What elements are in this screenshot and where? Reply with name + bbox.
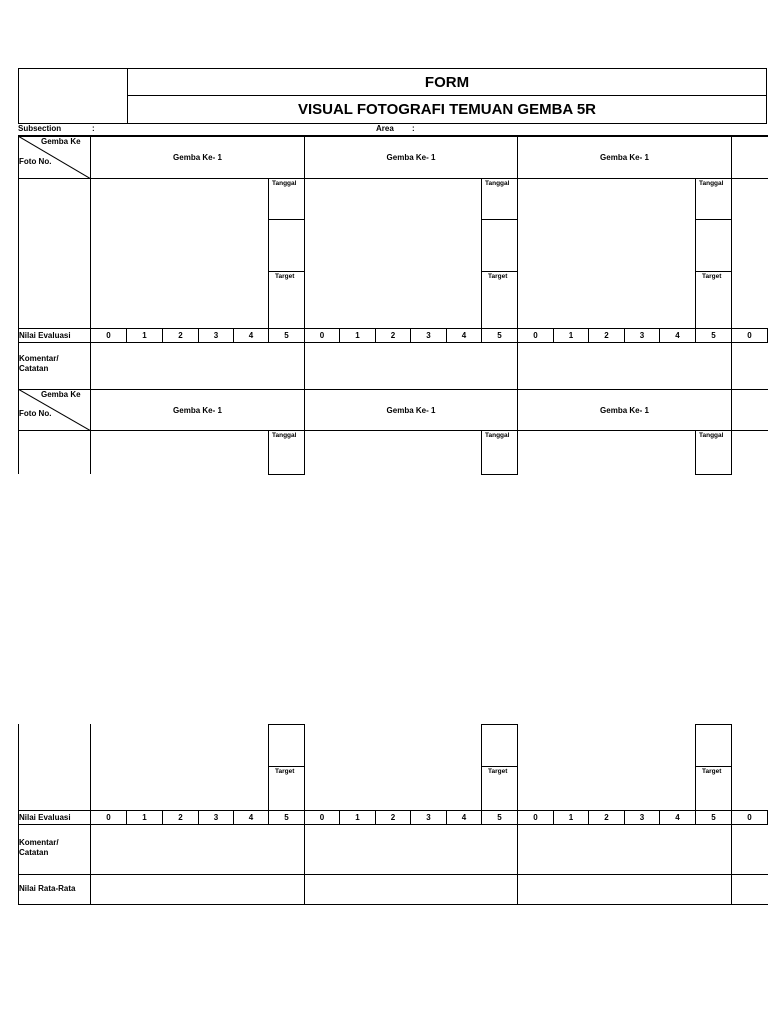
score-cell bbox=[90, 810, 127, 825]
tanggal-label: Tanggal bbox=[272, 432, 297, 439]
subsection-colon: : bbox=[92, 124, 95, 133]
tanggal-box-3 bbox=[695, 178, 732, 220]
score-value: 0 bbox=[319, 813, 325, 822]
nilai-evaluasi-label: Nilai Evaluasi bbox=[19, 331, 71, 340]
nilai-rata-rata-label: Nilai Rata-Rata bbox=[19, 884, 76, 893]
cell-border bbox=[517, 430, 518, 474]
score-cell bbox=[304, 328, 340, 343]
page-title: VISUAL FOTOGRAFI TEMUAN GEMBA 5R bbox=[297, 101, 597, 118]
spacer-box-2 bbox=[481, 219, 518, 272]
gemba-column-header-3 bbox=[517, 136, 732, 179]
rata-rata-cell bbox=[304, 874, 518, 905]
score-cell bbox=[375, 328, 411, 343]
score-value: 3 bbox=[426, 331, 431, 340]
score-cell bbox=[588, 810, 625, 825]
score-value: 3 bbox=[213, 331, 219, 340]
form-label: FORM bbox=[424, 73, 470, 91]
score-cell bbox=[553, 810, 589, 825]
gemba-column-header-3 bbox=[517, 389, 732, 431]
komentar-label-line1: Komentar/ bbox=[19, 354, 59, 363]
spacer-box-3 bbox=[695, 724, 732, 767]
nilai-evaluasi-label-cell bbox=[18, 810, 91, 825]
score-value: 3 bbox=[213, 813, 219, 822]
photo-cell-3 bbox=[517, 178, 696, 329]
score-cell bbox=[695, 810, 732, 825]
score-cell bbox=[517, 328, 554, 343]
score-cell bbox=[162, 810, 199, 825]
score-value: 5 bbox=[497, 813, 502, 822]
tanggal-box-3 bbox=[695, 430, 732, 475]
tanggal-box-1 bbox=[268, 178, 305, 220]
score-cell bbox=[659, 810, 696, 825]
score-value: 4 bbox=[248, 813, 254, 822]
gemba-ke-label: Gemba Ke bbox=[41, 390, 81, 399]
komentar-label-cell bbox=[18, 824, 91, 875]
komentar-label-line2: Catatan bbox=[19, 364, 49, 373]
score-value: 1 bbox=[355, 813, 360, 822]
score-cell bbox=[268, 328, 305, 343]
area-label: Area bbox=[376, 124, 394, 133]
score-value: 5 bbox=[711, 813, 716, 822]
score-cell bbox=[624, 328, 660, 343]
score-value: 0 bbox=[533, 331, 538, 340]
foto-no-label: Foto No. bbox=[19, 409, 52, 418]
score-cell bbox=[126, 810, 163, 825]
score-cell bbox=[731, 328, 768, 343]
title-cell bbox=[127, 95, 767, 124]
komentar-label-line2: Catatan bbox=[19, 848, 49, 857]
tanggal-box-1 bbox=[268, 430, 305, 475]
spacer-box-2 bbox=[481, 724, 518, 767]
komentar-cell bbox=[304, 342, 518, 390]
score-value: 3 bbox=[639, 331, 645, 340]
diagonal-header-cell bbox=[18, 136, 91, 179]
score-cell bbox=[624, 810, 660, 825]
tanggal-label: Tanggal bbox=[485, 432, 510, 439]
area-colon: : bbox=[412, 124, 415, 133]
target-label: Target bbox=[702, 273, 722, 280]
form-label-cell bbox=[127, 68, 767, 96]
tanggal-label: Tanggal bbox=[699, 432, 724, 439]
gemba-column-label: Gemba Ke- 1 bbox=[386, 405, 436, 415]
komentar-label-line1: Komentar/ bbox=[19, 838, 59, 847]
subsection-label: Subsection bbox=[18, 124, 62, 133]
target-box-3 bbox=[695, 271, 732, 329]
score-value: 4 bbox=[461, 331, 467, 340]
target-label: Target bbox=[488, 273, 508, 280]
score-cell bbox=[162, 328, 199, 343]
score-cell bbox=[446, 810, 482, 825]
gemba-column-header-2 bbox=[304, 136, 518, 179]
tanggal-box-2 bbox=[481, 178, 518, 220]
score-cell bbox=[410, 810, 447, 825]
komentar-label-cell bbox=[18, 342, 91, 390]
komentar-cell bbox=[731, 824, 768, 875]
spacer-box-3 bbox=[695, 219, 732, 272]
gemba-column-header-4 bbox=[731, 136, 768, 179]
score-value: 1 bbox=[142, 331, 147, 340]
score-value: 2 bbox=[390, 331, 396, 340]
score-value: 5 bbox=[284, 331, 289, 340]
photo-cell-2 bbox=[304, 178, 482, 329]
score-value: 2 bbox=[390, 813, 396, 822]
score-cell bbox=[517, 810, 554, 825]
gemba-column-header-1 bbox=[90, 136, 305, 179]
score-cell bbox=[198, 810, 234, 825]
score-cell bbox=[198, 328, 234, 343]
score-value: 1 bbox=[355, 331, 360, 340]
rata-rata-cell bbox=[517, 874, 732, 905]
nilai-evaluasi-label-cell bbox=[18, 328, 91, 343]
score-cell bbox=[659, 328, 696, 343]
rata-rata-cell bbox=[90, 874, 305, 905]
diagonal-header-cell bbox=[18, 389, 91, 431]
cell-border bbox=[18, 430, 19, 474]
score-cell bbox=[268, 810, 305, 825]
score-cell bbox=[695, 328, 732, 343]
score-cell bbox=[126, 328, 163, 343]
komentar-cell bbox=[90, 824, 305, 875]
tanggal-label: Tanggal bbox=[699, 180, 724, 187]
score-value: 1 bbox=[568, 331, 574, 340]
komentar-cell bbox=[304, 824, 518, 875]
rata-rata-cell bbox=[731, 874, 768, 905]
foto-no-cell bbox=[18, 178, 91, 329]
target-box-1 bbox=[268, 766, 305, 811]
score-value: 2 bbox=[604, 331, 609, 340]
cell-border bbox=[304, 430, 305, 474]
tanggal-label: Tanggal bbox=[485, 180, 510, 187]
cell-border bbox=[517, 724, 518, 811]
komentar-cell bbox=[517, 342, 732, 390]
tanggal-box-2 bbox=[481, 430, 518, 475]
spacer-box-1 bbox=[268, 724, 305, 767]
score-cell bbox=[339, 810, 376, 825]
gemba-column-label: Gemba Ke- 1 bbox=[386, 153, 436, 162]
score-value: 1 bbox=[568, 813, 574, 822]
target-box-2 bbox=[481, 271, 518, 329]
score-cell bbox=[553, 328, 589, 343]
gemba-column-header-2 bbox=[304, 389, 518, 431]
cell-border bbox=[90, 724, 91, 811]
score-cell bbox=[481, 810, 518, 825]
komentar-cell bbox=[90, 342, 305, 390]
score-cell bbox=[446, 328, 482, 343]
score-value: 0 bbox=[747, 813, 752, 822]
score-cell bbox=[339, 328, 376, 343]
score-value: 3 bbox=[639, 813, 645, 822]
score-value: 4 bbox=[248, 331, 254, 340]
score-value: 2 bbox=[178, 813, 183, 822]
score-cell bbox=[410, 328, 447, 343]
score-cell bbox=[375, 810, 411, 825]
photo-cell-1 bbox=[90, 178, 269, 329]
score-value: 2 bbox=[604, 813, 609, 822]
target-label: Target bbox=[488, 768, 508, 775]
gemba-column-header-1 bbox=[90, 389, 305, 431]
target-box-3 bbox=[695, 766, 732, 811]
tanggal-label: Tanggal bbox=[272, 180, 297, 187]
score-value: 1 bbox=[142, 813, 147, 822]
cell-border bbox=[304, 724, 305, 811]
score-value: 4 bbox=[675, 331, 680, 340]
gemba-ke-label: Gemba Ke bbox=[41, 137, 81, 146]
score-value: 4 bbox=[461, 813, 467, 822]
cell-border bbox=[90, 430, 91, 474]
gemba-column-label: Gemba Ke- 1 bbox=[173, 405, 222, 415]
gemba-column-header-4 bbox=[731, 389, 768, 431]
score-cell bbox=[731, 810, 768, 825]
score-value: 0 bbox=[747, 331, 752, 340]
score-cell bbox=[481, 328, 518, 343]
komentar-cell bbox=[731, 342, 768, 390]
score-value: 2 bbox=[178, 331, 183, 340]
score-value: 3 bbox=[426, 813, 431, 822]
gemba-column-label: Gemba Ke- 1 bbox=[600, 153, 649, 162]
score-value: 4 bbox=[675, 813, 680, 822]
cell-border bbox=[18, 724, 19, 811]
score-cell bbox=[233, 328, 269, 343]
score-value: 0 bbox=[319, 331, 325, 340]
score-value: 0 bbox=[106, 813, 111, 822]
score-value: 5 bbox=[497, 331, 502, 340]
score-value: 0 bbox=[533, 813, 538, 822]
score-cell bbox=[304, 810, 340, 825]
komentar-cell bbox=[517, 824, 732, 875]
nilai-evaluasi-label: Nilai Evaluasi bbox=[19, 813, 71, 822]
score-cell bbox=[588, 328, 625, 343]
score-cell bbox=[90, 328, 127, 343]
score-value: 5 bbox=[711, 331, 716, 340]
target-label: Target bbox=[275, 273, 295, 280]
score-value: 5 bbox=[284, 813, 289, 822]
gemba-column-label: Gemba Ke- 1 bbox=[173, 153, 222, 162]
target-box-2 bbox=[481, 766, 518, 811]
spacer-box-1 bbox=[268, 219, 305, 272]
score-cell bbox=[233, 810, 269, 825]
nilai-rata-rata-label-cell bbox=[18, 874, 91, 905]
gemba-column-label: Gemba Ke- 1 bbox=[600, 405, 649, 415]
foto-no-label: Foto No. bbox=[19, 157, 52, 166]
logo-cell bbox=[18, 68, 128, 124]
target-label: Target bbox=[702, 768, 722, 775]
target-box-1 bbox=[268, 271, 305, 329]
score-value: 0 bbox=[106, 331, 111, 340]
target-label: Target bbox=[275, 768, 295, 775]
